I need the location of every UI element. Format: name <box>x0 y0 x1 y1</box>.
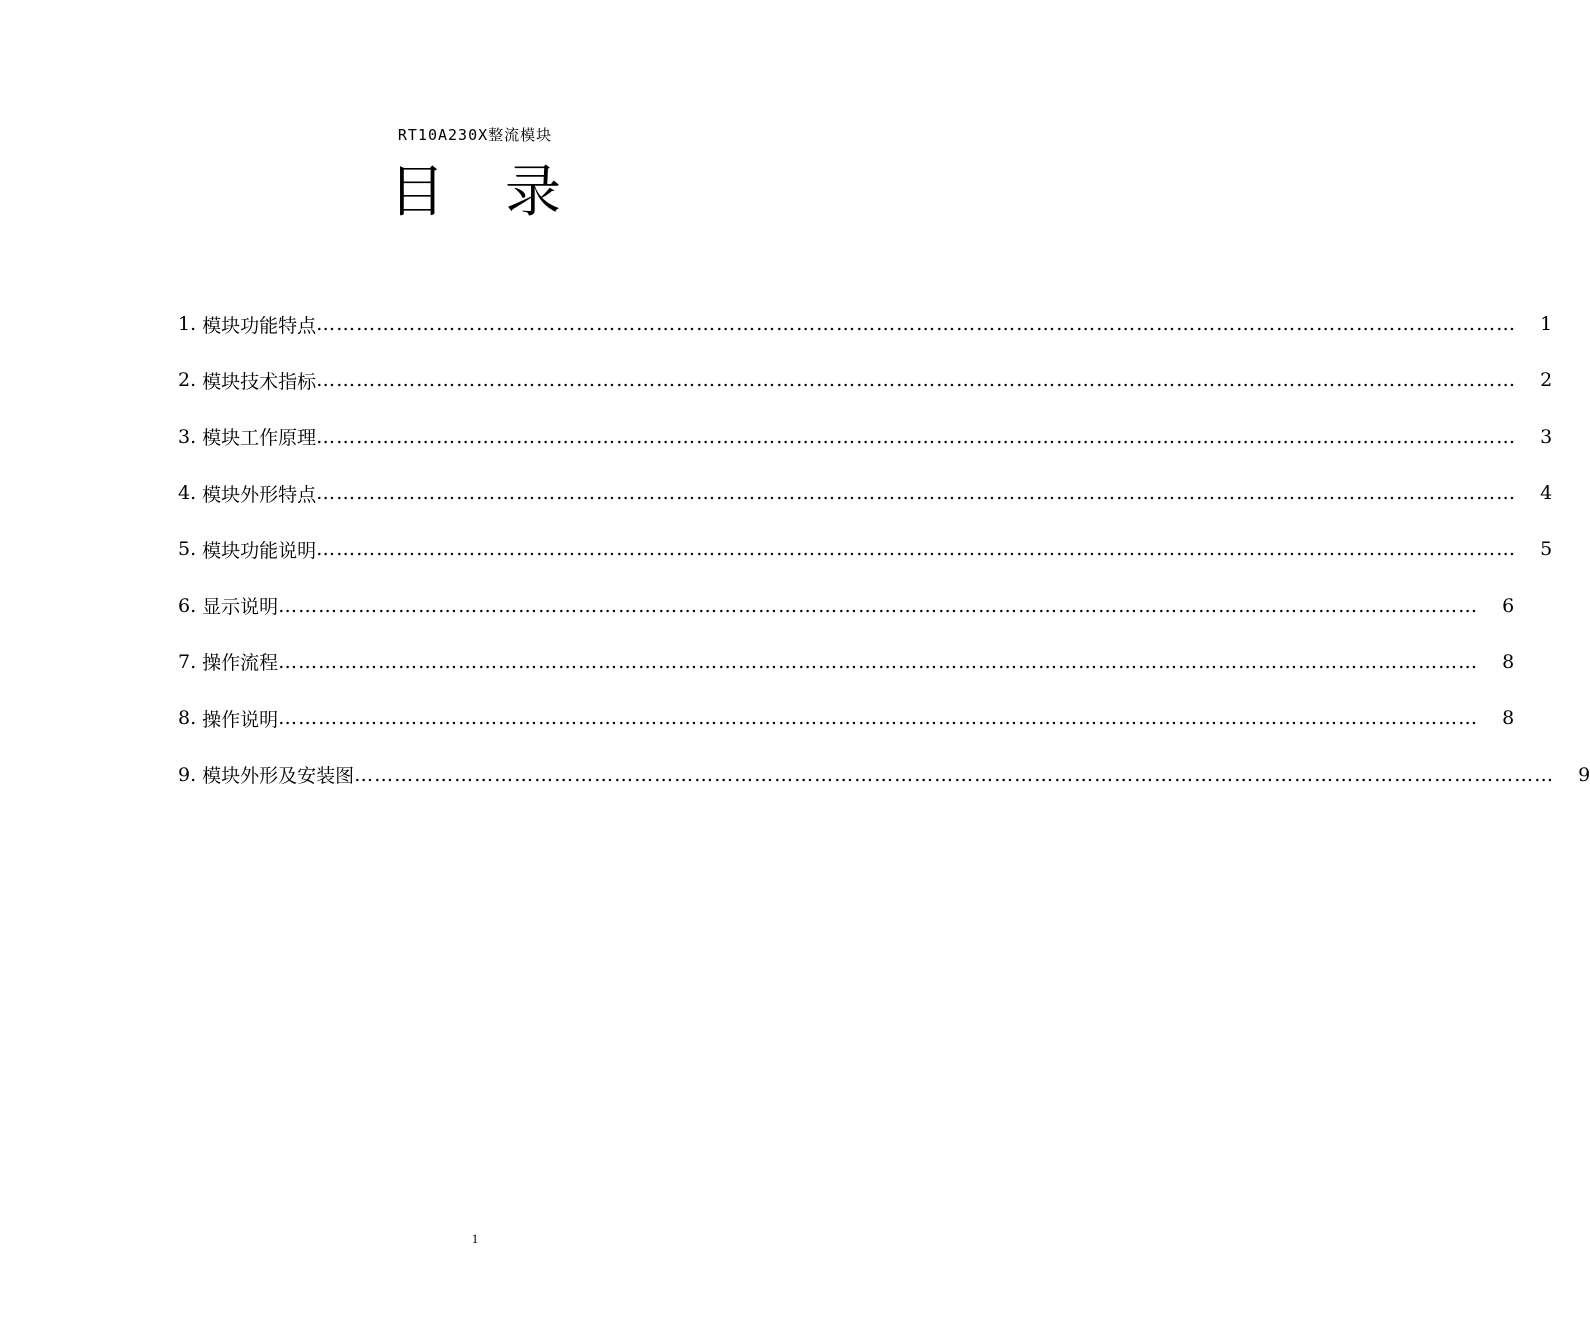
toc-entry-label: 模块技术指标 <box>202 370 317 393</box>
toc-entry-page: 6 <box>1502 594 1515 617</box>
toc-entry-page: 1 <box>1540 313 1553 336</box>
toc-entry-page: 4 <box>1540 482 1553 505</box>
toc-leader-dots: ……………………………………………………………………………………………………………………………………………………………… <box>278 650 1479 673</box>
toc-entry-label: 模块外形特点 <box>202 483 317 506</box>
toc-entry[interactable] <box>178 296 1553 352</box>
toc-leader-dots: ……………………………………………………………………………………………………………………………………………………………… <box>316 425 1517 448</box>
toc-entry-number: 3. <box>178 425 197 448</box>
toc-title <box>0 160 950 226</box>
toc-title-char-2: 录 <box>505 160 561 225</box>
toc-entry-number: 4. <box>178 482 197 505</box>
toc-entry-page: 8 <box>1502 707 1515 730</box>
toc-leader-dots: ……………………………………………………………………………………………………………………………………………………………… <box>316 482 1517 505</box>
toc-entry-page: 5 <box>1540 538 1553 561</box>
toc-entry-label: 模块功能说明 <box>202 539 317 562</box>
toc-entry[interactable] <box>178 634 1515 690</box>
toc-entry-page: 8 <box>1502 650 1515 673</box>
toc-entry[interactable] <box>178 690 1515 746</box>
toc-entry-label: 操作流程 <box>202 652 279 675</box>
toc-entry-page: 3 <box>1540 425 1553 448</box>
page-number: 1 <box>471 1231 479 1246</box>
toc-entry-label: 模块工作原理 <box>202 427 317 450</box>
toc-entry-number: 2. <box>178 369 197 392</box>
document-header: RT10A230X整流模块 <box>397 126 553 144</box>
toc-entry-page: 9 <box>1578 763 1590 786</box>
toc-entry-number: 9. <box>178 763 197 786</box>
toc-entry-label: 模块功能特点 <box>202 314 317 337</box>
toc-entry-label: 模块外形及安装图 <box>202 765 355 788</box>
toc-entry-label: 操作说明 <box>202 708 279 731</box>
toc-entry-label: 显示说明 <box>202 596 279 619</box>
toc-entry-number: 5. <box>178 538 197 561</box>
toc-leader-dots: ……………………………………………………………………………………………………………………………………………………………… <box>354 763 1555 786</box>
toc-leader-dots: ……………………………………………………………………………………………………………………………………………………………… <box>316 313 1517 336</box>
toc-entry-number: 6. <box>178 594 197 617</box>
toc-leader-dots: ……………………………………………………………………………………………………………………………………………………………… <box>316 538 1517 561</box>
toc-entry[interactable] <box>178 521 1553 577</box>
toc-leader-dots: ……………………………………………………………………………………………………………………………………………………………… <box>278 594 1479 617</box>
toc-entry[interactable] <box>178 465 1553 521</box>
toc-title-char-1: 目 <box>389 160 445 225</box>
table-of-contents <box>178 296 1590 803</box>
toc-entry[interactable] <box>178 352 1553 408</box>
toc-entry[interactable] <box>178 746 1590 802</box>
toc-entry[interactable] <box>178 577 1515 633</box>
toc-entry-number: 1. <box>178 313 197 336</box>
toc-entry-page: 2 <box>1540 369 1553 392</box>
toc-leader-dots: ……………………………………………………………………………………………………………………………………………………………… <box>278 707 1479 730</box>
toc-entry-number: 8. <box>178 707 197 730</box>
toc-entry-number: 7. <box>178 650 197 673</box>
toc-leader-dots: ……………………………………………………………………………………………………………………………………………………………… <box>316 369 1517 392</box>
toc-entry[interactable] <box>178 409 1553 465</box>
